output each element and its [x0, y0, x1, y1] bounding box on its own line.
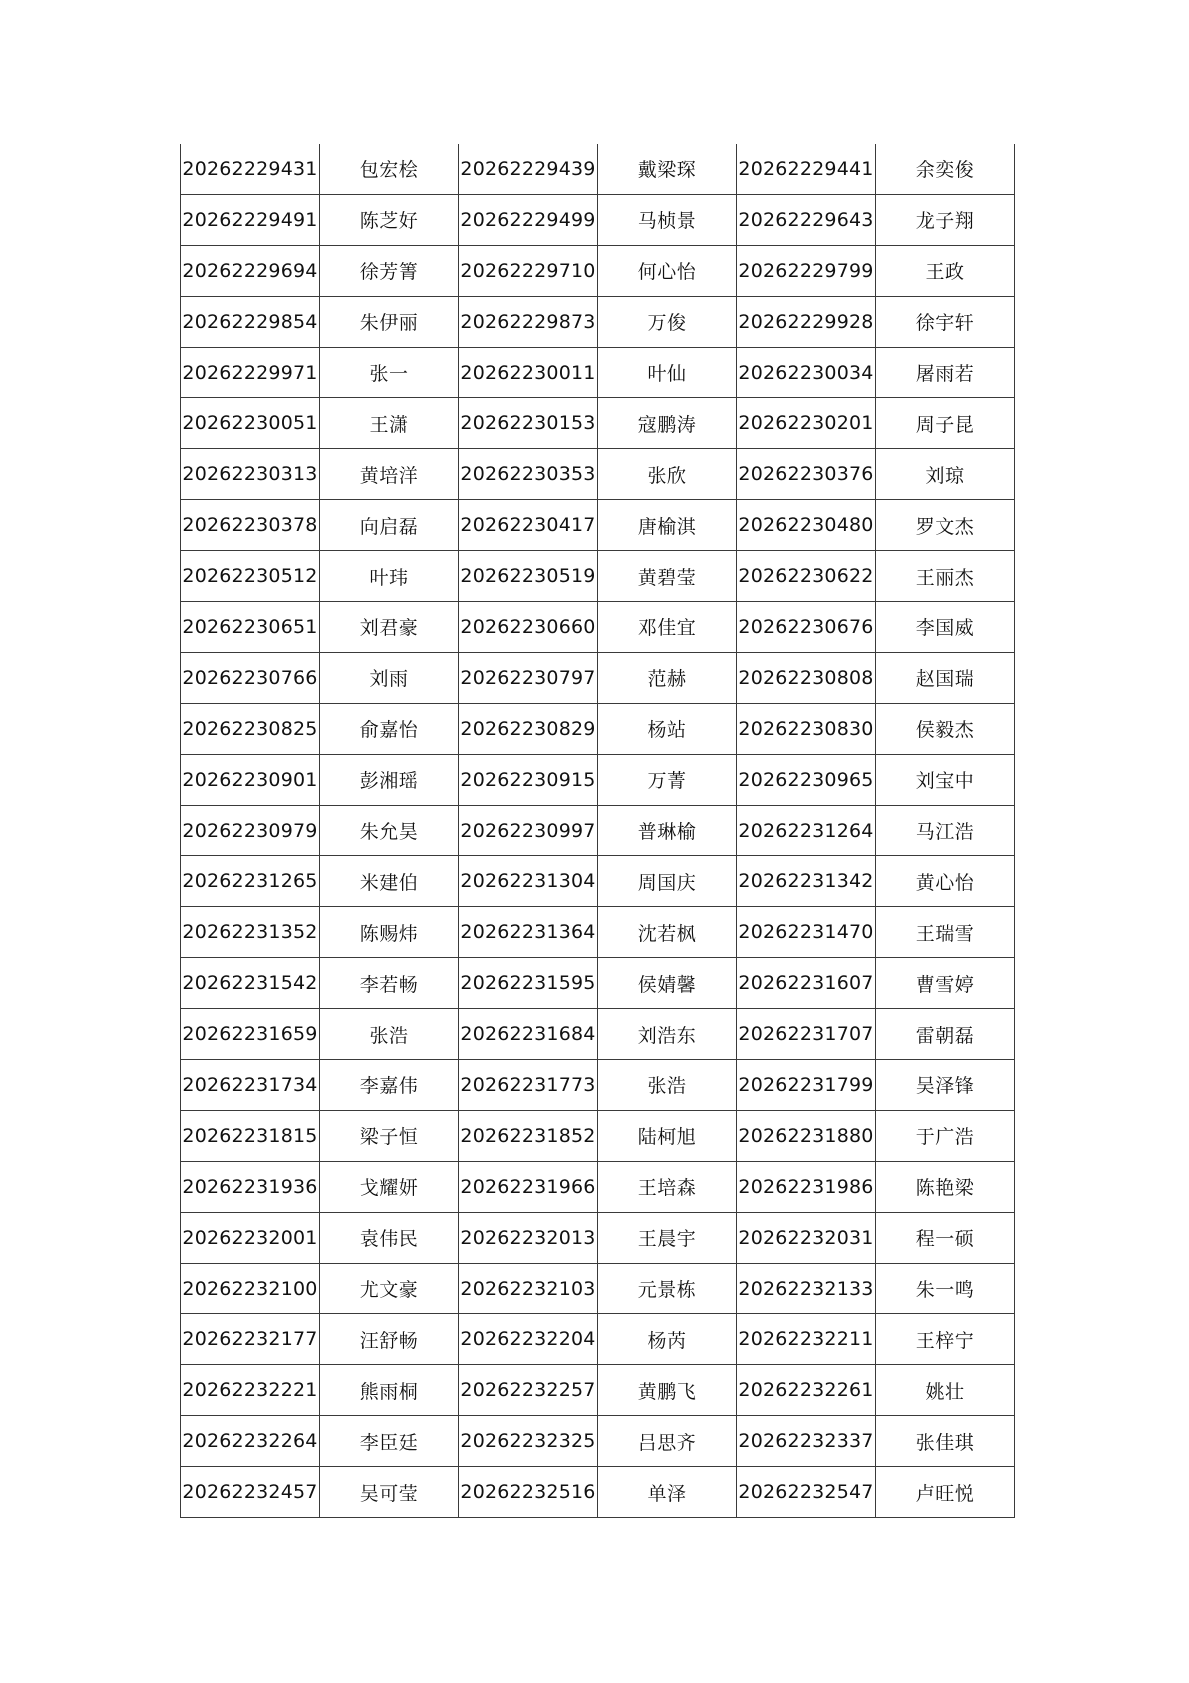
student-id-cell: 20262231265	[181, 856, 320, 907]
student-id-cell: 20262231936	[181, 1161, 320, 1212]
student-id-cell: 20262230965	[737, 754, 876, 805]
student-id-cell: 20262229710	[459, 245, 598, 296]
student-id-cell: 20262231364	[459, 907, 598, 958]
student-id-cell: 20262231684	[459, 1009, 598, 1060]
table-row	[181, 1365, 1015, 1416]
student-id-cell: 20262232001	[181, 1212, 320, 1263]
student-id-cell: 20262232177	[181, 1314, 320, 1365]
table-row	[181, 500, 1015, 551]
student-id-cell: 20262231659	[181, 1009, 320, 1060]
student-name-cell: 刘宝中	[876, 754, 1015, 805]
student-name-cell: 陆柯旭	[598, 1110, 737, 1161]
student-id-cell: 20262232031	[737, 1212, 876, 1263]
student-name-cell: 尤文豪	[320, 1263, 459, 1314]
student-id-cell: 20262230997	[459, 805, 598, 856]
student-name-cell: 侯婧馨	[598, 958, 737, 1009]
student-id-cell: 20262232516	[459, 1467, 598, 1518]
student-name-cell: 吕思齐	[598, 1416, 737, 1467]
student-id-cell: 20262231304	[459, 856, 598, 907]
student-name-cell: 元景栋	[598, 1263, 737, 1314]
student-name-cell: 范赫	[598, 652, 737, 703]
student-name-cell: 马桢景	[598, 194, 737, 245]
student-name-cell: 唐榆淇	[598, 500, 737, 551]
student-name-cell: 姚壮	[876, 1365, 1015, 1416]
student-id-cell: 20262231352	[181, 907, 320, 958]
student-name-cell: 李臣廷	[320, 1416, 459, 1467]
student-id-cell: 20262230676	[737, 602, 876, 653]
student-id-cell: 20262229694	[181, 245, 320, 296]
student-id-cell: 20262232264	[181, 1416, 320, 1467]
student-name-cell: 沈若枫	[598, 907, 737, 958]
student-name-cell: 王培森	[598, 1161, 737, 1212]
table-row	[181, 194, 1015, 245]
table-row	[181, 754, 1015, 805]
student-id-cell: 20262230011	[459, 347, 598, 398]
student-id-cell: 20262229431	[181, 144, 320, 194]
student-id-cell: 20262231734	[181, 1060, 320, 1111]
student-name-cell: 王丽杰	[876, 551, 1015, 602]
student-id-cell: 20262230353	[459, 449, 598, 500]
table-row	[181, 856, 1015, 907]
student-id-cell: 20262231470	[737, 907, 876, 958]
student-name-cell: 张浩	[320, 1009, 459, 1060]
table-row	[181, 347, 1015, 398]
table-row	[181, 1416, 1015, 1467]
student-id-cell: 20262230901	[181, 754, 320, 805]
student-id-cell: 20262231986	[737, 1161, 876, 1212]
student-name-cell: 徐芳箐	[320, 245, 459, 296]
student-name-cell: 龙子翔	[876, 194, 1015, 245]
table-row	[181, 805, 1015, 856]
student-id-cell: 20262230651	[181, 602, 320, 653]
student-name-cell: 刘琼	[876, 449, 1015, 500]
student-id-cell: 20262230051	[181, 398, 320, 449]
student-name-cell: 李若畅	[320, 958, 459, 1009]
student-id-cell: 20262230825	[181, 703, 320, 754]
table-row	[181, 703, 1015, 754]
student-id-cell: 20262231264	[737, 805, 876, 856]
table-row	[181, 958, 1015, 1009]
student-id-cell: 20262232257	[459, 1365, 598, 1416]
student-name-cell: 俞嘉怡	[320, 703, 459, 754]
student-name-cell: 彭湘瑶	[320, 754, 459, 805]
student-name-cell: 张欣	[598, 449, 737, 500]
student-name-cell: 戴梁琛	[598, 144, 737, 194]
student-name-cell: 叶仙	[598, 347, 737, 398]
table-row	[181, 1060, 1015, 1111]
student-id-cell: 20262232325	[459, 1416, 598, 1467]
student-name-cell: 罗文杰	[876, 500, 1015, 551]
student-name-cell: 王梓宁	[876, 1314, 1015, 1365]
student-name-cell: 汪舒畅	[320, 1314, 459, 1365]
student-id-cell: 20262230201	[737, 398, 876, 449]
student-id-cell: 20262230417	[459, 500, 598, 551]
table-row	[181, 449, 1015, 500]
student-id-cell: 20262232133	[737, 1263, 876, 1314]
table-row	[181, 1110, 1015, 1161]
student-name-cell: 叶玮	[320, 551, 459, 602]
table-row	[181, 1009, 1015, 1060]
student-id-cell: 20262230915	[459, 754, 598, 805]
student-name-cell: 刘君豪	[320, 602, 459, 653]
student-id-cell: 20262229971	[181, 347, 320, 398]
student-name-cell: 单泽	[598, 1467, 737, 1518]
student-id-cell: 20262230153	[459, 398, 598, 449]
student-roster-table	[180, 144, 1015, 1518]
student-id-cell: 20262230378	[181, 500, 320, 551]
student-name-cell: 卢旺悦	[876, 1467, 1015, 1518]
table-row	[181, 1161, 1015, 1212]
student-id-cell: 20262229441	[737, 144, 876, 194]
student-id-cell: 20262230766	[181, 652, 320, 703]
student-name-cell: 王晨宇	[598, 1212, 737, 1263]
student-id-cell: 20262231607	[737, 958, 876, 1009]
student-name-cell: 余奕俊	[876, 144, 1015, 194]
student-name-cell: 张一	[320, 347, 459, 398]
student-id-cell: 20262232261	[737, 1365, 876, 1416]
student-id-cell: 20262231852	[459, 1110, 598, 1161]
table-row	[181, 652, 1015, 703]
student-id-cell: 20262232204	[459, 1314, 598, 1365]
table-row	[181, 144, 1015, 194]
student-id-cell: 20262231966	[459, 1161, 598, 1212]
student-id-cell: 20262230376	[737, 449, 876, 500]
student-name-cell: 周国庆	[598, 856, 737, 907]
student-name-cell: 屠雨若	[876, 347, 1015, 398]
student-name-cell: 万俊	[598, 296, 737, 347]
roster-table-body	[181, 144, 1015, 1518]
student-name-cell: 杨芮	[598, 1314, 737, 1365]
student-name-cell: 刘雨	[320, 652, 459, 703]
student-name-cell: 朱一鸣	[876, 1263, 1015, 1314]
student-name-cell: 万菁	[598, 754, 737, 805]
student-id-cell: 20262232337	[737, 1416, 876, 1467]
student-name-cell: 寇鹏涛	[598, 398, 737, 449]
student-name-cell: 吴泽锋	[876, 1060, 1015, 1111]
student-name-cell: 朱伊丽	[320, 296, 459, 347]
student-id-cell: 20262230480	[737, 500, 876, 551]
student-id-cell: 20262230808	[737, 652, 876, 703]
student-id-cell: 20262229491	[181, 194, 320, 245]
student-id-cell: 20262229643	[737, 194, 876, 245]
student-name-cell: 普琳榆	[598, 805, 737, 856]
student-id-cell: 20262229799	[737, 245, 876, 296]
student-id-cell: 20262229854	[181, 296, 320, 347]
student-id-cell: 20262231773	[459, 1060, 598, 1111]
student-id-cell: 20262230313	[181, 449, 320, 500]
student-name-cell: 黄培洋	[320, 449, 459, 500]
student-id-cell: 20262232103	[459, 1263, 598, 1314]
student-name-cell: 朱允昊	[320, 805, 459, 856]
student-id-cell: 20262229499	[459, 194, 598, 245]
student-name-cell: 李嘉伟	[320, 1060, 459, 1111]
table-row	[181, 1212, 1015, 1263]
student-id-cell: 20262232457	[181, 1467, 320, 1518]
student-id-cell: 20262231799	[737, 1060, 876, 1111]
student-id-cell: 20262229873	[459, 296, 598, 347]
student-id-cell: 20262231342	[737, 856, 876, 907]
student-name-cell: 周子昆	[876, 398, 1015, 449]
table-row	[181, 1467, 1015, 1518]
student-id-cell: 20262231815	[181, 1110, 320, 1161]
student-name-cell: 张佳琪	[876, 1416, 1015, 1467]
student-name-cell: 王政	[876, 245, 1015, 296]
student-id-cell: 20262232013	[459, 1212, 598, 1263]
student-id-cell: 20262230829	[459, 703, 598, 754]
student-name-cell: 李国威	[876, 602, 1015, 653]
student-id-cell: 20262230034	[737, 347, 876, 398]
student-name-cell: 米建伯	[320, 856, 459, 907]
student-name-cell: 马江浩	[876, 805, 1015, 856]
student-id-cell: 20262232211	[737, 1314, 876, 1365]
table-row	[181, 296, 1015, 347]
student-name-cell: 侯毅杰	[876, 703, 1015, 754]
student-id-cell: 20262230512	[181, 551, 320, 602]
table-row	[181, 245, 1015, 296]
student-id-cell: 20262232100	[181, 1263, 320, 1314]
student-name-cell: 陈赐炜	[320, 907, 459, 958]
table-row	[181, 602, 1015, 653]
student-name-cell: 何心怡	[598, 245, 737, 296]
student-name-cell: 张浩	[598, 1060, 737, 1111]
student-id-cell: 20262230622	[737, 551, 876, 602]
student-name-cell: 吴可莹	[320, 1467, 459, 1518]
table-row	[181, 1263, 1015, 1314]
student-name-cell: 赵国瑞	[876, 652, 1015, 703]
student-id-cell: 20262230830	[737, 703, 876, 754]
student-name-cell: 王潇	[320, 398, 459, 449]
student-name-cell: 徐宇轩	[876, 296, 1015, 347]
student-name-cell: 雷朝磊	[876, 1009, 1015, 1060]
student-id-cell: 20262230979	[181, 805, 320, 856]
student-name-cell: 王瑞雪	[876, 907, 1015, 958]
student-id-cell: 20262230519	[459, 551, 598, 602]
student-name-cell: 于广浩	[876, 1110, 1015, 1161]
student-name-cell: 向启磊	[320, 500, 459, 551]
student-id-cell: 20262231707	[737, 1009, 876, 1060]
student-id-cell: 20262229928	[737, 296, 876, 347]
student-name-cell: 熊雨桐	[320, 1365, 459, 1416]
student-id-cell: 20262230797	[459, 652, 598, 703]
student-name-cell: 黄心怡	[876, 856, 1015, 907]
student-name-cell: 黄碧莹	[598, 551, 737, 602]
student-id-cell: 20262231880	[737, 1110, 876, 1161]
student-id-cell: 20262229439	[459, 144, 598, 194]
student-name-cell: 陈艳梁	[876, 1161, 1015, 1212]
student-name-cell: 包宏桧	[320, 144, 459, 194]
student-id-cell: 20262232221	[181, 1365, 320, 1416]
student-id-cell: 20262231595	[459, 958, 598, 1009]
student-id-cell: 20262231542	[181, 958, 320, 1009]
student-id-cell: 20262230660	[459, 602, 598, 653]
table-row	[181, 907, 1015, 958]
student-name-cell: 杨站	[598, 703, 737, 754]
student-name-cell: 袁伟民	[320, 1212, 459, 1263]
student-name-cell: 邓佳宜	[598, 602, 737, 653]
student-name-cell: 曹雪婷	[876, 958, 1015, 1009]
table-row	[181, 1314, 1015, 1365]
student-name-cell: 梁子恒	[320, 1110, 459, 1161]
student-id-cell: 20262232547	[737, 1467, 876, 1518]
student-name-cell: 陈芝好	[320, 194, 459, 245]
student-name-cell: 程一硕	[876, 1212, 1015, 1263]
student-name-cell: 刘浩东	[598, 1009, 737, 1060]
table-row	[181, 551, 1015, 602]
student-name-cell: 戈耀妍	[320, 1161, 459, 1212]
student-name-cell: 黄鹏飞	[598, 1365, 737, 1416]
table-row	[181, 398, 1015, 449]
